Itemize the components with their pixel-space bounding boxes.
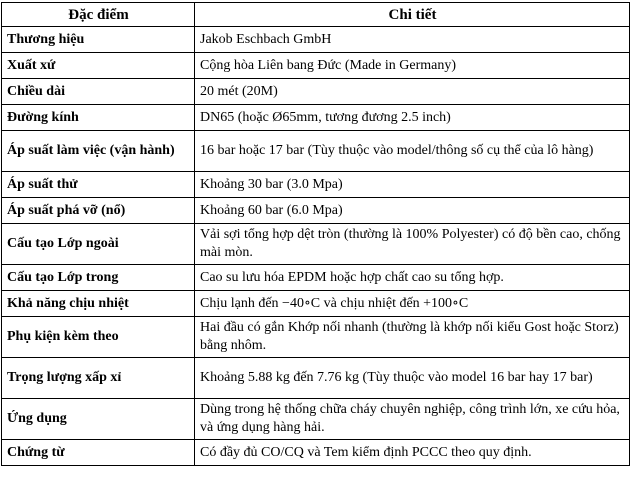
- header-feature: Đặc điểm: [2, 3, 195, 27]
- row-label: Thương hiệu: [2, 27, 195, 53]
- row-label: Đường kính: [2, 105, 195, 131]
- row-value: Dùng trong hệ thống chữa cháy chuyên nghiệp, công trình lớn, xe cứu hỏa, và ứng dụng hàng hải.: [195, 399, 630, 440]
- row-label: Chứng từ: [2, 440, 195, 466]
- row-value: Hai đầu có gắn Khớp nối nhanh (thường là khớp nối kiểu Gost hoặc Storz) bằng nhôm.: [195, 317, 630, 358]
- table-row: [2, 358, 630, 399]
- row-value: Khoảng 30 bar (3.0 Mpa): [195, 172, 630, 198]
- row-label: Khả năng chịu nhiệt: [2, 291, 195, 317]
- table-header-row: [2, 3, 630, 27]
- row-value: Cộng hòa Liên bang Đức (Made in Germany): [195, 53, 630, 79]
- row-value: DN65 (hoặc Ø65mm, tương đương 2.5 inch): [195, 105, 630, 131]
- row-value: Jakob Eschbach GmbH: [195, 27, 630, 53]
- row-label: Trọng lượng xấp xỉ: [2, 358, 195, 399]
- row-value: 20 mét (20M): [195, 79, 630, 105]
- row-value: Có đầy đủ CO/CQ và Tem kiểm định PCCC theo quy định.: [195, 440, 630, 466]
- row-value: Khoảng 5.88 kg đến 7.76 kg (Tùy thuộc vào model 16 bar hay 17 bar): [195, 358, 630, 399]
- table-row: [2, 224, 630, 265]
- table-row: [2, 291, 630, 317]
- specs-table: [1, 2, 630, 466]
- table-row: [2, 440, 630, 466]
- row-label: Chiều dài: [2, 79, 195, 105]
- row-label: Áp suất phá vỡ (nổ): [2, 198, 195, 224]
- table-row: [2, 265, 630, 291]
- row-value: Chịu lạnh đến −40∘C và chịu nhiệt đến +100∘C: [195, 291, 630, 317]
- row-label: Cấu tạo Lớp ngoài: [2, 224, 195, 265]
- header-detail: Chi tiết: [195, 3, 630, 27]
- row-label: Phụ kiện kèm theo: [2, 317, 195, 358]
- row-label: Áp suất làm việc (vận hành): [2, 131, 195, 172]
- table-row: [2, 105, 630, 131]
- row-value: Vải sợi tổng hợp dệt tròn (thường là 100% Polyester) có độ bền cao, chống mài mòn.: [195, 224, 630, 265]
- row-value: Khoảng 60 bar (6.0 Mpa): [195, 198, 630, 224]
- row-label: Cấu tạo Lớp trong: [2, 265, 195, 291]
- row-value: 16 bar hoặc 17 bar (Tùy thuộc vào model/thông số cụ thể của lô hàng): [195, 131, 630, 172]
- table-row: [2, 399, 630, 440]
- table-row: [2, 317, 630, 358]
- table-row: [2, 79, 630, 105]
- row-value: Cao su lưu hóa EPDM hoặc hợp chất cao su tổng hợp.: [195, 265, 630, 291]
- table-row: [2, 131, 630, 172]
- row-label: Áp suất thử: [2, 172, 195, 198]
- table-row: [2, 27, 630, 53]
- row-label: Ứng dụng: [2, 399, 195, 440]
- table-row: [2, 53, 630, 79]
- row-label: Xuất xứ: [2, 53, 195, 79]
- table-row: [2, 198, 630, 224]
- table-row: [2, 172, 630, 198]
